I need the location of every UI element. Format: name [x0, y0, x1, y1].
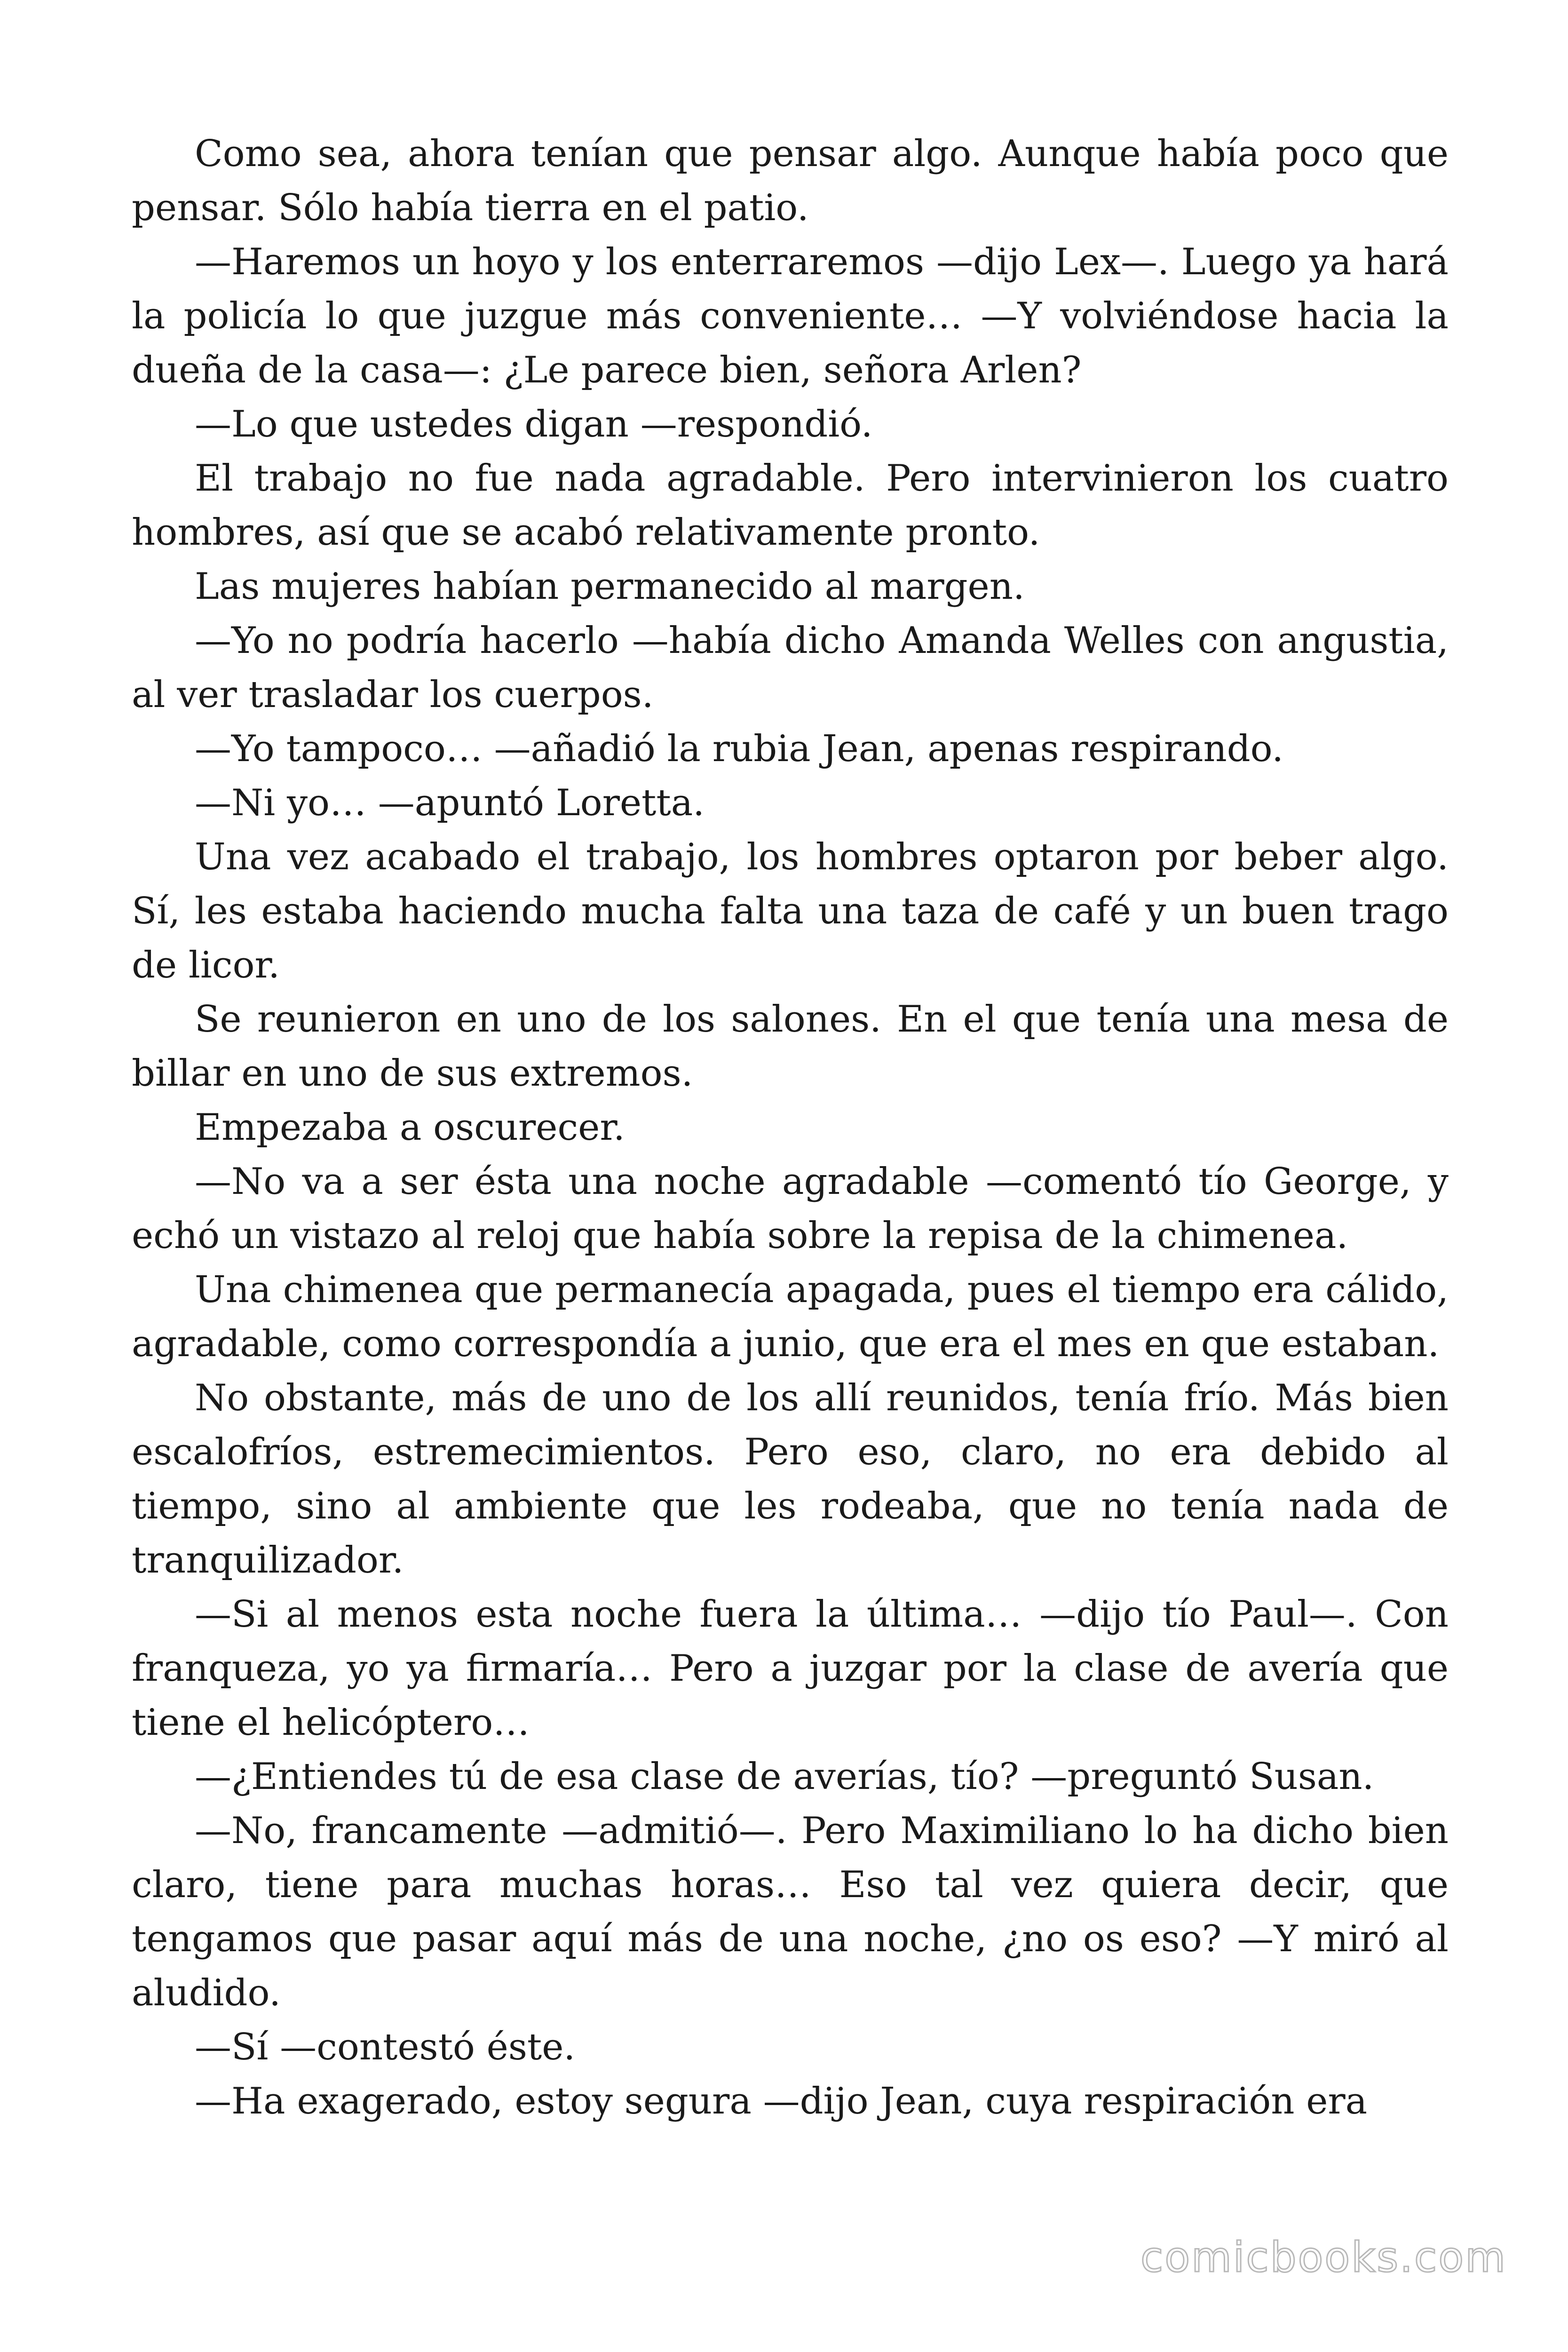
paragraph: —Yo tampoco… —añadió la rubia Jean, apenas respirando. — [195, 728, 1284, 770]
paragraph: —Si al menos esta noche fuera la última… —dijo tío Paul—. Con franqueza, yo ya firmaría… Pero a juzgar por la clase de avería que tiene el helicóptero… — [132, 1593, 1449, 1744]
paragraph: Como sea, ahora tenían que pensar algo. Aunque había poco que pensar. Sólo había tierra en el patio. — [132, 133, 1449, 229]
paragraph: —Yo no podría hacerlo —había dicho Amanda Welles con angustia, al ver trasladar los cuerpos. — [132, 620, 1449, 716]
paragraph: —Sí —contestó éste. — [195, 2026, 576, 2068]
paragraph: Se reunieron en uno de los salones. En el que tenía una mesa de billar en uno de sus extremos. — [132, 998, 1449, 1095]
paragraph: No obstante, más de uno de los allí reunidos, tenía frío. Más bien escalofríos, estremecimientos. Pero eso, claro, no era debido al tiempo, sino al ambiente que les rodeaba, que no tenía nada de tranquilizador. — [132, 1377, 1449, 1581]
page-body — [132, 127, 1449, 2129]
paragraph: Una vez acabado el trabajo, los hombres optaron por beber algo. Sí, les estaba haciendo mucha falta una taza de café y un buen trago de licor. — [132, 836, 1449, 986]
paragraph: —Ha exagerado, estoy segura —dijo Jean, cuya respiración era — [195, 2080, 1368, 2122]
paragraph: —¿Entiendes tú de esa clase de averías, tío? —preguntó Susan. — [195, 1756, 1374, 1798]
watermark: comicbooks.com — [1140, 2233, 1507, 2281]
paragraph: Una chimenea que permanecía apagada, pues el tiempo era cálido, agradable, como correspondía a junio, que era el mes en que estaban. — [132, 1269, 1449, 1365]
paragraph: —Lo que ustedes digan —respondió. — [195, 403, 873, 445]
paragraph: —No, francamente —admitió—. Pero Maximiliano lo ha dicho bien claro, tiene para muchas horas… Eso tal vez quiera decir, que tengamos que pasar aquí más de una noche, ¿no os eso? —Y miró al aludido. — [132, 1810, 1449, 2014]
paragraph: —No va a ser ésta una noche agradable —comentó tío George, y echó un vistazo al reloj que había sobre la repisa de la chimenea. — [132, 1160, 1449, 1257]
paragraph: Empezaba a oscurecer. — [195, 1106, 625, 1149]
paragraph: El trabajo no fue nada agradable. Pero intervinieron los cuatro hombres, así que se acabó relativamente pronto. — [132, 457, 1449, 554]
paragraph: —Ni yo… —apuntó Loretta. — [195, 782, 705, 824]
paragraph: —Haremos un hoyo y los enterraremos —dijo Lex—. Luego ya hará la policía lo que juzgue más conveniente… —Y volviéndose hacia la dueña de la casa—: ¿Le parece bien, señora Arlen? — [132, 241, 1449, 391]
paragraph: Las mujeres habían permanecido al margen. — [195, 565, 1025, 608]
